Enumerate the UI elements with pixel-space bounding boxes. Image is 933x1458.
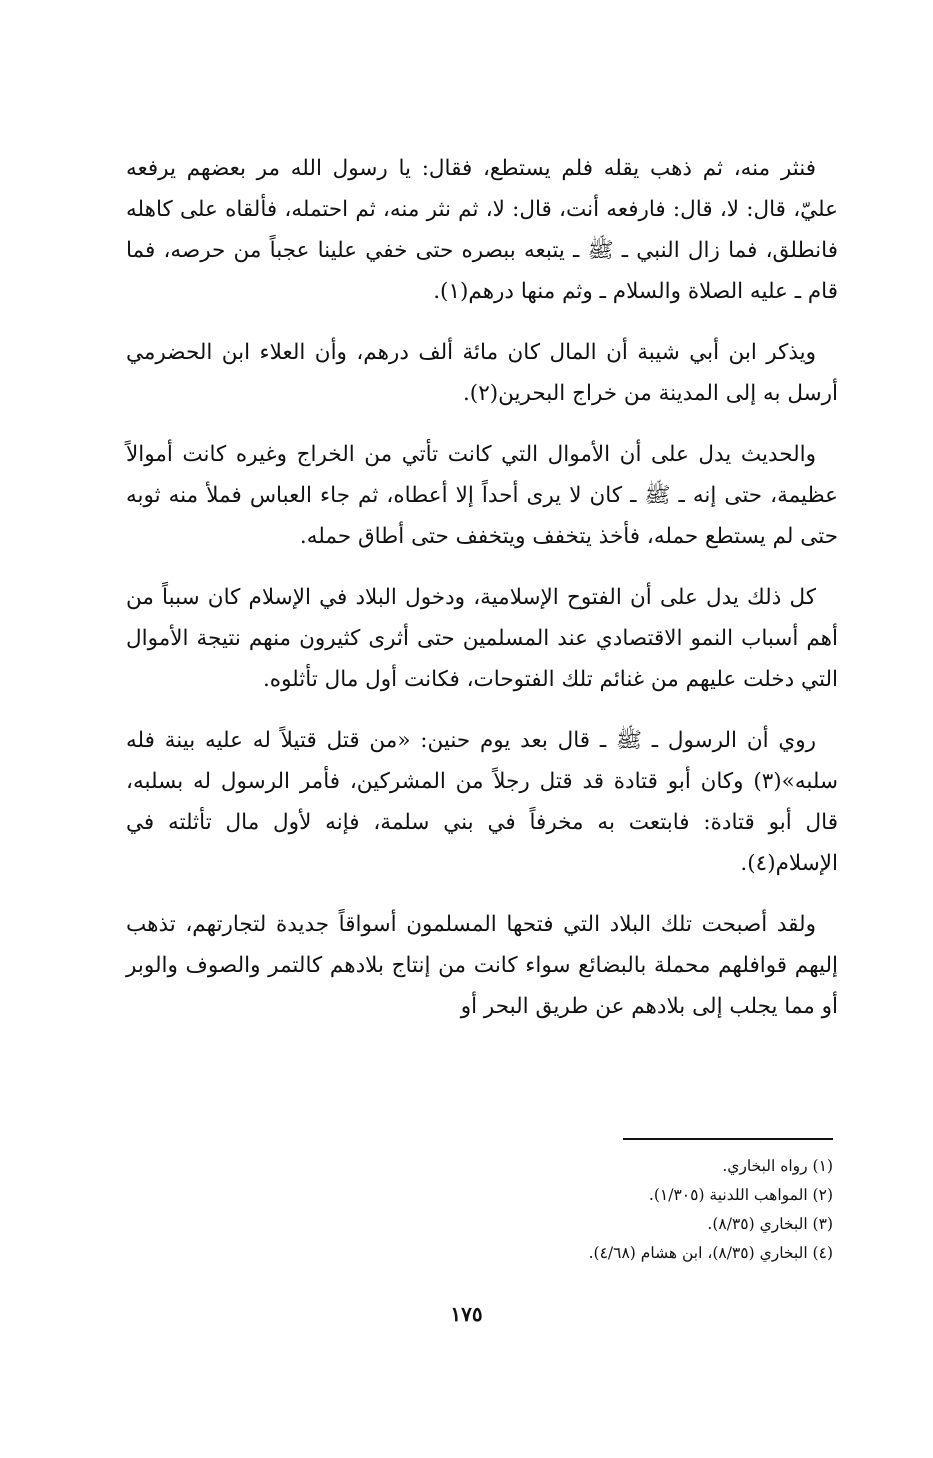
footnote: (٤) البخاري (٨/٣٥)، ابن هشام (٤/٦٨). — [588, 1244, 833, 1262]
footnote-divider — [623, 1138, 833, 1140]
footnote: (٢) المواهب اللدنية (١/٣٠٥). — [648, 1186, 833, 1204]
paragraph: روي أن الرسول ـ ﷺ ـ قال بعد يوم حنين: «من قتل قتيلاً له عليه بينة فله سلبه»(٣) وكان أبو قتادة قد قتل رجلاً من المشركين، فأمر الرسول له بسلبه، قال أبو قتادة: فابتعت به مخرفاً في بني سلمة، فإنه لأول مال تأثلته في الإسلام(٤). — [126, 728, 838, 876]
footnotes — [121, 1152, 833, 1268]
paragraph: والحديث يدل على أن الأموال التي كانت تأتي من الخراج وغيره كانت أموالاً عظيمة، حتى إنه ـ ﷺ ـ كان لا يرى أحداً إلا أعطاه، ثم جاء العباس فملأ منه ثوبه حتى لم يستطع حمله، فأخذ يتخفف ويتخفف حتى أطاق حمله. — [126, 442, 838, 549]
body-text — [126, 148, 838, 1047]
footnote: (١) رواه البخاري. — [722, 1157, 833, 1175]
paragraph: فنثر منه، ثم ذهب يقله فلم يستطع، فقال: يا رسول الله مر بعضهم يرفعه عليّ، قال: لا، قال: فارفعه أنت، قال: لا، ثم نثر منه، ثم احتمله، فألقاه على كاهله فانطلق، فما زال النبي ـ ﷺ ـ يتبعه ببصره حتى خفي علينا عجباً من حرصه، فما قام ـ عليه الصلاة والسلام ـ وثم منها درهم(١). — [126, 156, 838, 304]
paragraph: ولقد أصبحت تلك البلاد التي فتحها المسلمون أسواقاً جديدة لتجارتهم، تذهب إليهم قوافلهم محملة بالبضائع سواء كانت من إنتاج بلادهم كالتمر والصوف والوبر أو مما يجلب إلى بلادهم عن طريق البحر أو — [126, 912, 838, 1019]
footnote: (٣) البخاري (٨/٣٥). — [707, 1215, 833, 1233]
paragraph: ويذكر ابن أبي شيبة أن المال كان مائة ألف درهم، وأن العلاء ابن الحضرمي أرسل به إلى المدينة من خراج البحرين(٢). — [126, 340, 838, 406]
paragraph: كل ذلك يدل على أن الفتوح الإسلامية، ودخول البلاد في الإسلام كان سبباً من أهم أسباب النمو الاقتصادي عند المسلمين حتى أثرى كثيرون منهم نتيجة الأموال التي دخلت عليهم من غنائم تلك الفتوحات، فكانت أول مال تأثلوه. — [126, 585, 838, 692]
page-number: ١٧٥ — [450, 1302, 483, 1326]
